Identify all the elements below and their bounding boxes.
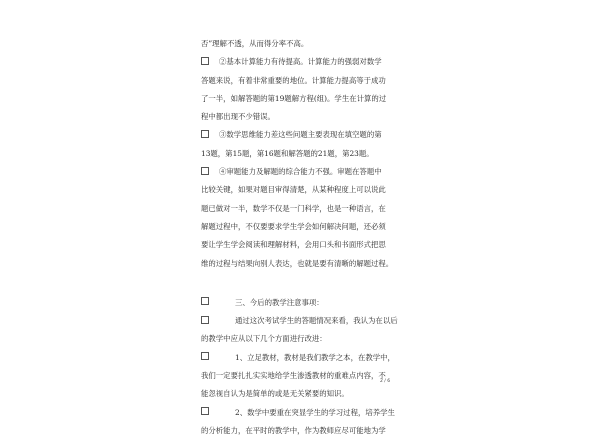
- text-line: 1、立足教材，教材是我们教学之本，在教学中，: [235, 352, 395, 362]
- text-line: 解题过程中，不仅要要求学生学会如何解决问题，还必须: [201, 221, 386, 231]
- text-line: 的教学中应从以下几个方面进行改进：: [201, 334, 327, 344]
- section-heading-text: 三、今后的教学注意事项：: [235, 297, 324, 307]
- checkbox-icon: [201, 352, 209, 360]
- text-line: 题已做对一半，数学不仅是一门科学，也是一种语言，在: [201, 203, 386, 213]
- text-line: 了一半，如解答题的第19题解方程(组)。学生在计算的过: [201, 93, 387, 103]
- list-item: [201, 53, 417, 71]
- text-line: 的分析能力，在平时的教学中，作为教师应尽可能地为学: [201, 425, 386, 435]
- text-line: 答题来说，有着非常重要的地位。计算能力提高等于成功: [201, 75, 386, 85]
- text-line: 否”理解不透，从而得分率不高。: [201, 39, 309, 48]
- checkbox-icon: [201, 57, 209, 65]
- text-line: ②基本计算能力有待提高。计算能力的强弱对数学: [219, 57, 382, 67]
- text-line: 能忽视自认为是简单的或是无关紧要的知识。: [201, 389, 349, 399]
- checkbox-icon: [201, 167, 209, 175]
- list-item: [201, 312, 417, 330]
- checkbox-icon: [201, 316, 209, 324]
- list-item: [201, 349, 417, 367]
- checkbox-icon: [201, 130, 209, 138]
- text-line: ④审题能力及解题的综合能力不强。审题在答题中: [219, 167, 382, 177]
- text-line: 2、数学中要重在突显学生的学习过程，培养学生: [235, 407, 395, 417]
- text-line: 维的过程与结果向别人表达，也就是要有清晰的解题过程。: [201, 258, 394, 268]
- section-heading: [201, 294, 417, 312]
- text-line: 比较关键，如果对题目审得清楚，从某种程度上可以说此: [201, 185, 386, 195]
- paragraph-gap: [201, 273, 417, 294]
- list-item: [201, 163, 417, 181]
- text-line: 程中都出现不少错误。: [201, 112, 275, 122]
- text-line: 13题，第15题，第16题和解答题的21题，第23题。: [201, 148, 374, 158]
- list-item: [201, 126, 417, 144]
- text-line: 我们一定要扎扎实实地给学生渗透教材的重难点内容，不: [201, 371, 386, 381]
- page-number: 2 / 6: [380, 379, 391, 384]
- text-line: 要让学生学会阅读和理解材料，会用口头和书面形式把思: [201, 240, 386, 250]
- list-item: [201, 404, 417, 422]
- checkbox-icon: [201, 297, 209, 305]
- checkbox-icon: [201, 407, 209, 415]
- text-line: ③数学思维能力差这些问题主要表现在填空题的第: [219, 130, 382, 140]
- text-line: 通过这次考试学生的答题情况来看，我认为在以后: [235, 316, 398, 326]
